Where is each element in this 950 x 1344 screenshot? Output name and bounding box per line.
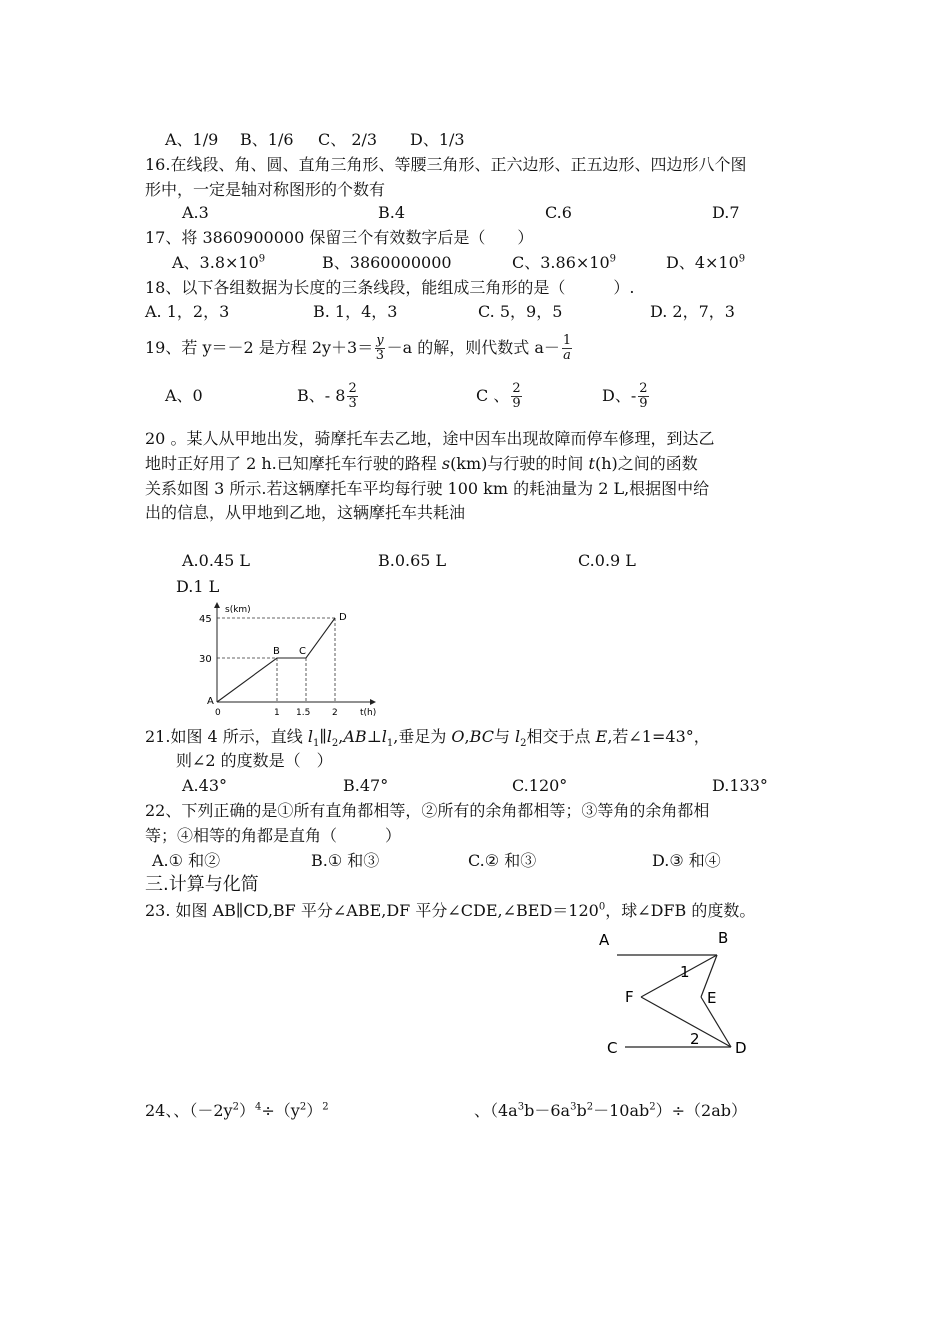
section-3-heading: 三.计算与化简 [145,874,259,895]
q21-line2: 则∠2 的度数是（ ） [176,751,333,770]
y-axis-label: s(km) [225,605,251,615]
segment-fd [641,997,731,1047]
label-a: A [599,931,610,949]
q22-line1: 22、下列正确的是①所有直角都相等，②所有的余角都相等；③等角的余角都相 [145,801,710,820]
label-angle-1: 1 [680,963,690,981]
point-b-label: B [273,646,280,657]
q20-line3: 关系如图 3 所示.若这辆摩托车平均每行驶 100 km 的耗油量为 2 L,根据图中给 [145,479,710,498]
graph-line [217,618,335,702]
label-c: C [607,1039,618,1057]
q22-option-b: B.① 和③ [311,851,380,870]
figure-3-distance-time-graph [195,600,385,720]
q24-part2: 、$(4a^3b-6a^3b^2-10ab^2)\div(2ab)$ [474,1101,747,1120]
q17-option-c: C、$3.86\times 10^9$ [512,253,617,272]
q18-option-b: B. 1，4，3 [313,302,398,321]
q15-option-d: D、1/3 [410,130,465,149]
label-angle-2: 2 [690,1030,700,1048]
x-tick-2: 2 [332,708,338,718]
q19-option-c: C 、 $\frac{2}{9}$ [476,381,521,411]
y-tick-30: 30 [199,654,212,665]
x-axis-label: t(h) [360,708,377,718]
label-e: E [707,989,717,1007]
q19-option-b: B、- 8 $\frac{2}{3}$ [297,381,357,411]
q19-fraction-1-over-a: $\frac{1}{a}$ [562,333,572,363]
q17-option-a: A、$3.8\times 10^9$ [172,253,266,272]
q24-part1: 24、、$(-2y^2)^4\div(y^2)^2$ [145,1101,329,1120]
q22-option-d: D.③ 和④ [652,851,721,870]
q15-option-c: C、 2/3 [318,130,378,149]
point-d-label: D [339,612,347,623]
q15-option-b: B、1/6 [240,130,294,149]
q19-fraction-y-over-3: $\frac{y}{3}$ [375,333,385,363]
q17-option-d: D、$4\times 10^9$ [666,253,746,272]
q16-line2: 形中，一定是轴对称图形的个数有 [145,180,386,199]
q20-line2: 地时正好用了 2 h.已知摩托车行驶的路程 s(km)与行驶的时间 t(h)之间的函数 [145,454,698,473]
x-tick-0: 0 [215,708,221,718]
q22-option-a: A.① 和② [152,851,221,870]
q21-option-c: C.120° [512,776,568,795]
q19-option-a: A、0 [165,386,203,405]
q18-option-d: D. 2，7，3 [650,302,735,321]
q19-stem: 19、若 y＝－2 是方程 2y＋3＝ $\frac{y}{3}$ －a 的解，则代数式 a－ $\frac{1}{a}$ [145,333,572,363]
q20-option-a: A.0.45 L [182,551,250,570]
q18-option-c: C. 5，9，5 [478,302,563,321]
q17-option-b: B、3860000000 [322,253,452,272]
q15-option-a: A、1/9 [165,130,219,149]
x-tick-1: 1 [274,708,280,718]
q21-option-d: D.133° [712,776,768,795]
q21-option-a: A.43° [182,776,227,795]
q18-option-a: A. 1，2，3 [145,302,230,321]
figure-4-parallel-lines [595,925,765,1060]
q18-stem: 18、以下各组数据为长度的三条线段，能组成三角形的是（ ）. [145,278,635,297]
q19-option-d: D、- $\frac{2}{9}$ [602,381,648,411]
label-b: B [718,929,729,947]
segment-bf [641,955,717,997]
q23-stem: 23. 如图 AB∥CD,BF 平分∠ABE,DF 平分$\angle CDE,\angle BED=120^0$，球∠DFB 的度数。 [145,901,756,920]
q20-option-b: B.0.65 L [378,551,447,570]
q16-option-c: C.6 [545,203,572,222]
label-f: F [625,988,634,1006]
x-tick-1-5: 1.5 [296,708,311,718]
q21-line1: 21.如图 4 所示，直线 $l_1\parallel l_2,AB\perp l_1$,垂足为 O,BC与 $l_2$相交于点 E,若∠1=43°， [145,727,710,750]
q20-option-c: C.0.9 L [578,551,636,570]
q16-option-b: B.4 [378,203,406,222]
label-d: D [735,1039,747,1057]
q16-line1: 16.在线段、角、圆、直角三角形、等腰三角形、正六边形、正五边形、四边形八个图 [145,155,747,174]
q20-option-d: D.1 L [176,577,220,596]
point-c-label: C [299,646,306,657]
q21-option-b: B.47° [343,776,389,795]
q17-stem: 17、将 3860900000 保留三个有效数字后是（ ） [145,228,534,247]
q20-line4: 出的信息，从甲地到乙地，这辆摩托车共耗油 [145,503,466,522]
q16-option-a: A.3 [182,203,209,222]
point-a-label: A [207,696,214,707]
q20-line1: 20 。某人从甲地出发，骑摩托车去乙地，途中因车出现故障而停车修理，到达乙 [145,429,715,448]
q22-line2: 等；④相等的角都是直角（ ） [145,826,402,845]
y-tick-45: 45 [199,614,212,625]
q22-option-c: C.② 和③ [468,851,537,870]
q16-option-d: D.7 [712,203,740,222]
